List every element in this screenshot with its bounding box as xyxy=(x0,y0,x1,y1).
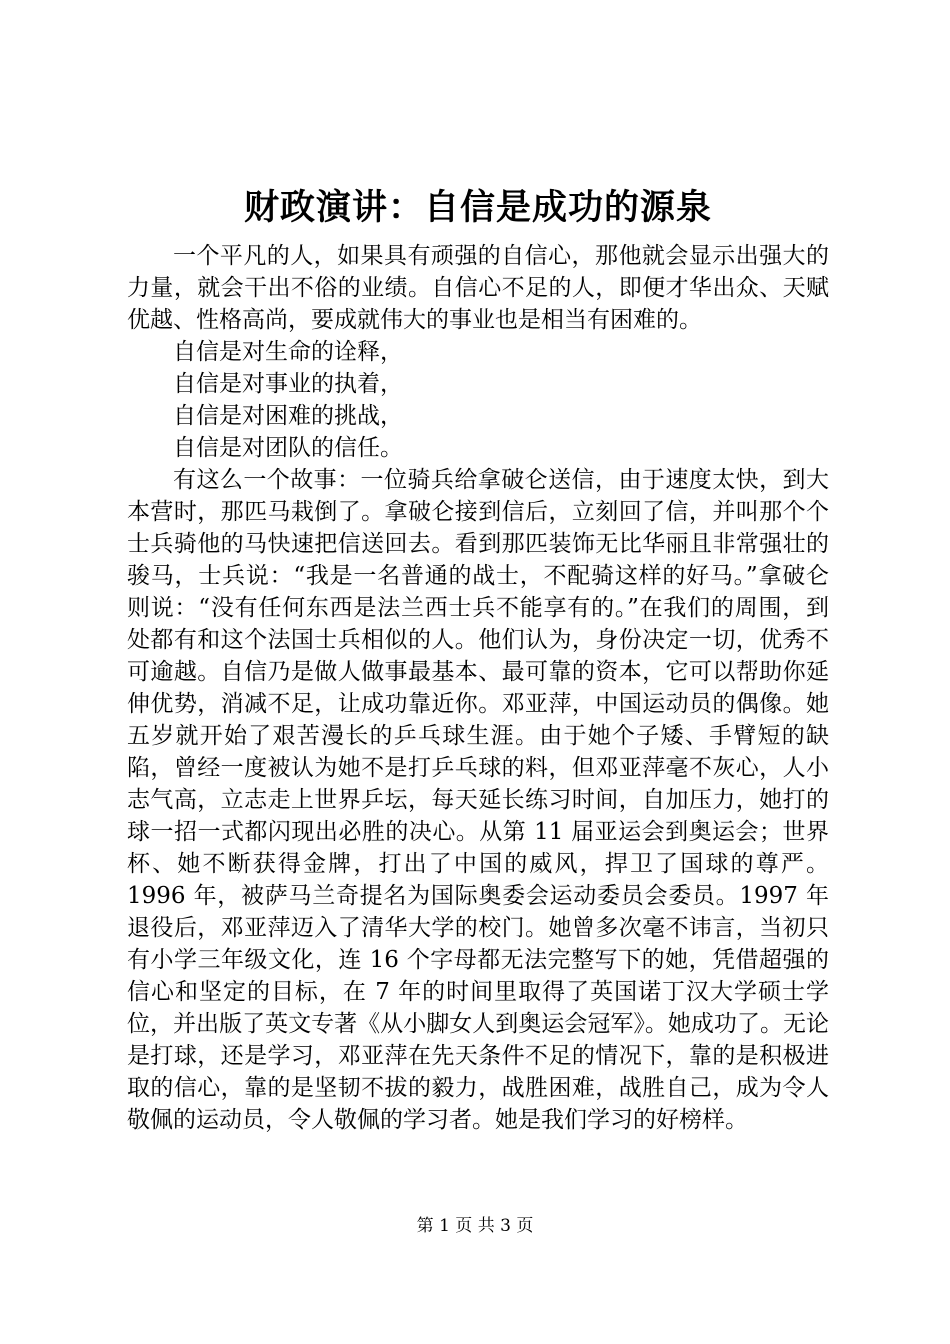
paragraph-line-2: 自信是对事业的执着， xyxy=(173,371,403,397)
paragraph-intro: 一个平凡的人，如果具有顽强的自信心，那他就会显示出强大的力量，就会干出不俗的业绩。自信心不足的人，即便才华出众、天赋优越、性格高尚，要成就伟大的事业也是相当有困难的。 xyxy=(127,243,829,333)
page-indicator: 第 1 页 共 3 页 xyxy=(416,1216,534,1236)
paragraph-line-3: 自信是对困难的挑战， xyxy=(173,403,403,429)
document-body xyxy=(127,240,829,1136)
document-page xyxy=(127,182,829,1136)
page-footer xyxy=(0,1214,950,1238)
paragraph-story: 有这么一个故事：一位骑兵给拿破仑送信，由于速度太快，到大本营时，那匹马栽倒了。拿破仑接到信后，立刻回了信，并叫那个个士兵骑他的马快速把信送回去。看到那匹装饰无比华丽且非常强壮的骏马，士兵说：“我是一名普通的战士，不配骑这样的好马。”拿破仑则说：“没有任何东西是法兰西士兵不能享有的。”在我们的周围，到处都有和这个法国士兵相似的人。他们认为，身份决定一切，优秀不可逾越。自信乃是做人做事最基本、最可靠的资本，它可以帮助你延伸优势，消减不足，让成功靠近你。邓亚萍，中国运动员的偶像。她五岁就开始了艰苦漫长的乒乓球生涯。由于她个子矮、手臂短的缺陷，曾经一度被认为她不是打乒乓球的料，但邓亚萍毫不灰心，人小志气高，立志走上世界乒坛，每天延长练习时间，自加压力，她打的球一招一式都闪现出必胜的决心。从第 11 届亚运会到奥运会；世界杯、她不断获得金牌，打出了中国的威风，捍卫了国球的尊严。1996 年，被萨马兰奇提名为国际奥委会运动委员会委员。1997 年退役后，邓亚萍迈入了清华大学的校门。她曾多次毫不讳言，当初只有小学三年级文化，连 16 个字母都无法完整写下的她，凭借超强的信心和坚定的目标，在 7 年的时间里取得了英国诺丁汉大学硕士学位，并出版了英文专著《从小脚女人到奥运会冠军》。她成功了。无论是打球，还是学习，邓亚萍在先天条件不足的情况下，靠的是积极进取的信心，靠的是坚韧不拔的毅力，战胜困难，战胜自己，成为令人敬佩的运动员，令人敬佩的学习者。她是我们学习的好榜样。 xyxy=(127,467,829,1133)
document-title: 财政演讲：自信是成功的源泉 xyxy=(243,187,712,228)
paragraph-line-4: 自信是对团队的信任。 xyxy=(173,435,403,461)
paragraph-line-1: 自信是对生命的诠释， xyxy=(173,339,403,365)
